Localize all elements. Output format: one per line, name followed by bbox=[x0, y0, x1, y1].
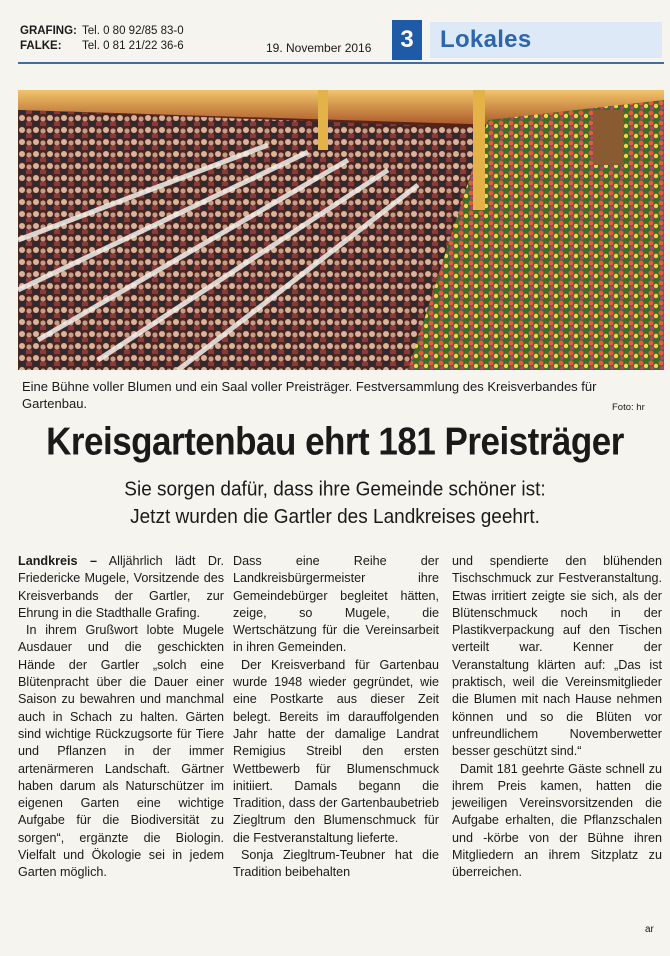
page-header bbox=[18, 20, 664, 64]
contact-tel: Tel. 0 81 21/22 36-6 bbox=[82, 40, 184, 52]
article-column-2 bbox=[233, 553, 439, 882]
paragraph: Dass eine Reihe der Landkreisbürgermeister ihre Gemeindebürger begleitet hätten, zeige, so Mugele, die Wertschätzung für die Vereinsarbeit in ihren Gemeinden. bbox=[233, 554, 439, 655]
photo-credit: Foto: hr bbox=[612, 402, 645, 413]
paragraph: Der Kreisverband für Gartenbau wurde 1948 wieder gegründet, wie eine Postkarte aus dieser Zeit belegt. Bereits im darauffolgenden Jahr hatte der damalige Landrat Remigius Streibl den ersten Wettbewerb für Blumenschmuck initiiert. Damals begann die Tradition, dass der Gartenbaubetrieb Ziegltrum den Blumenschmuck für die Festveranstaltung lieferte. bbox=[233, 657, 439, 845]
event-photo bbox=[18, 90, 664, 370]
contact-name: FALKE: bbox=[20, 40, 62, 52]
author-initials: ar bbox=[645, 924, 654, 935]
article-column-3 bbox=[452, 553, 662, 882]
paragraph: Damit 181 geehrte Gäste schnell zu ihrem Preis kamen, hatten die jeweiligen Vereinsvorsitzenden die Aufgabe erhalten, die Pflanzschalen und -körbe von der Bühne ihren Mitgliedern an ihrem Sitzplatz zu überreichen. bbox=[452, 761, 662, 880]
paragraph-text: Alljährlich lädt Dr. Friedericke Mugele, Vorsitzende des Kreisverbands der Gartler, zur Ehrung in die Stadthalle Grafing. bbox=[18, 554, 225, 620]
paragraph: Sonja Ziegltrum-Teubner hat die Tradition beibehalten bbox=[233, 848, 439, 880]
contact-tel: Tel. 0 80 92/85 83-0 bbox=[82, 25, 184, 37]
contact-row-falke bbox=[20, 39, 184, 54]
paragraph bbox=[18, 553, 224, 622]
photo-caption: Eine Bühne voller Blumen und ein Saal voller Preisträger. Festversammlung des Kreisverbandes für Gartenbau. bbox=[22, 379, 597, 411]
contact-row-grafing bbox=[20, 24, 184, 39]
article-subheadline bbox=[0, 477, 670, 532]
contact-info bbox=[20, 24, 184, 54]
paragraph: und spendierte den blühenden Tischschmuck zur Festveranstaltung. Etwas irritiert zeigte sie sich, als der Blütenschmuck noch in der Plastikverpackung auf den Tischen verteilt war. Kenner der Veranstaltung klärten auf: „Das ist praktisch, weil die Vereinsmitglieder die Blumen mit nach Hause nehmen können und so die Blüten vor unfreundlichem Novemberwetter besser geschützt sind.“ bbox=[452, 554, 662, 759]
page-number: 3 bbox=[392, 20, 422, 60]
paragraph: In ihrem Grußwort lobte Mugele Ausdauer und die geschickten Hände der Gartler „solch eine Blütenpracht über die Dauer einer Saison zu bewahren und manchmal auch in Schach zu halten. Gärten sind wichtige Rückzugsorte für Tiere und Pflanzen in der immer artenärmeren Landschaft. Gärtner haben darum als Naturschützer im eigenen Garten eine wichtige Aufgabe für die Biodiversität zu sorgen“, ergänzte die Biologin. Vielfalt und Ökologie sei in jedem Garten möglich. bbox=[18, 623, 224, 880]
contact-name: GRAFING: bbox=[20, 25, 77, 37]
dateline: Landkreis – bbox=[18, 554, 97, 568]
issue-date: 19. November 2016 bbox=[266, 41, 372, 55]
section-title: Lokales bbox=[430, 22, 662, 58]
subheadline-line-2: Jetzt wurden die Gartler des Landkreises geehrt. bbox=[130, 506, 540, 529]
hall-illustration bbox=[18, 90, 664, 370]
article-column-1 bbox=[18, 553, 224, 882]
subheadline-line-1: Sie sorgen dafür, dass ihre Gemeinde schöner ist: bbox=[124, 478, 546, 501]
article-headline: Kreisgartenbau ehrt 181 Preisträger bbox=[46, 419, 624, 464]
